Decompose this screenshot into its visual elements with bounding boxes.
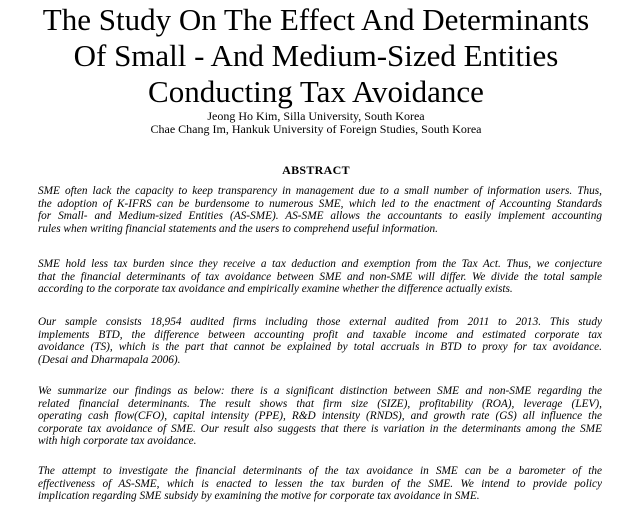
- abstract-paragraph-5: [38, 465, 602, 503]
- abstract-paragraph-3: [38, 316, 602, 366]
- paragraph-line: with high corporate tax avoidance.: [38, 435, 197, 448]
- paragraph-line: (Desai and Dharmapala 2006).: [38, 353, 181, 366]
- paragraph-line: corporate tax avoidance of SME. Our result also suggests that there is variation in the determinants among the SME: [38, 422, 602, 435]
- title-line-1: The Study On The Effect And Determinants: [42, 2, 590, 37]
- paragraph-line: The attempt to investigate the financial determinants of the tax avoidance in SME can be a barometer of the: [38, 465, 602, 477]
- paragraph-line: SME hold less tax burden since they receive a tax deduction and exemption from the Tax Act. Thus, we conjecture: [38, 258, 602, 270]
- abstract-paragraph-2: [38, 258, 602, 296]
- author-2: Chae Chang Im, Hankuk University of Foreign Studies, South Korea: [150, 122, 482, 136]
- abstract-paragraph-1: [38, 185, 602, 235]
- paragraph-line: Our sample consists 18,954 audited firms including those external audited from 2011 to 2013. This study: [38, 316, 602, 328]
- paragraph-line: that the financial determinants of tax avoidance between SME and non-SME will differ. We divide the total sample: [38, 270, 602, 283]
- author-block: [0, 110, 632, 136]
- paragraph-line: implication regarding SME subsidy by examining the motive for corporate tax avoidance in SME.: [38, 490, 480, 503]
- paragraph-line: the adoption of K-IFRS can be burdensome to numerous SME, which led to the enactment of Accounting Standards: [38, 197, 602, 210]
- abstract-paragraph-4: [38, 385, 602, 448]
- paragraph-line: rules when writing financial statements and the users to comprehend useful information.: [38, 222, 438, 235]
- paragraph-line: implements BTD, the difference between accounting profit and taxable income and estimated corporate tax: [38, 328, 602, 341]
- paragraph-line: We summarize our findings as below: there is a significant distinction between SME and non-SME regarding the: [38, 385, 602, 397]
- paragraph-line: SME often lack the capacity to keep transparency in management due to a small number of information users. Thus,: [38, 185, 602, 197]
- title-line-3: Conducting Tax Avoidance: [148, 74, 484, 109]
- paragraph-line: operating cash flow(CFO), capital intensity (PPE), R&D intensity (RNDS), and growth rate (GS) all influence the: [38, 410, 602, 423]
- paragraph-line: effectiveness of AS-SME, which is enacted to lessen the tax burden of the SME. We intend to provide policy: [38, 477, 602, 490]
- paragraph-line: for Small- and Medium-sized Entities (AS-SME). AS-SME allows the accountants to easily implement accounting: [38, 210, 602, 223]
- paragraph-line: related financial determinants. The result shows that firm size (SIZE), profitability (ROA), leverage (LEV),: [38, 397, 602, 410]
- author-1: Jeong Ho Kim, Silla University, South Korea: [207, 109, 425, 123]
- paragraph-line: avoidance (TS), which is the part that cannot be explained by total accruals in BTD to proxy for tax avoidance.: [38, 341, 602, 354]
- title-line-2: Of Small - And Medium-Sized Entities: [73, 38, 559, 73]
- abstract-heading: ABSTRACT: [282, 163, 350, 177]
- paper-title: [0, 2, 632, 110]
- paragraph-line: according to the corporate tax avoidance and empirically examine whether the difference actually exists.: [38, 283, 513, 296]
